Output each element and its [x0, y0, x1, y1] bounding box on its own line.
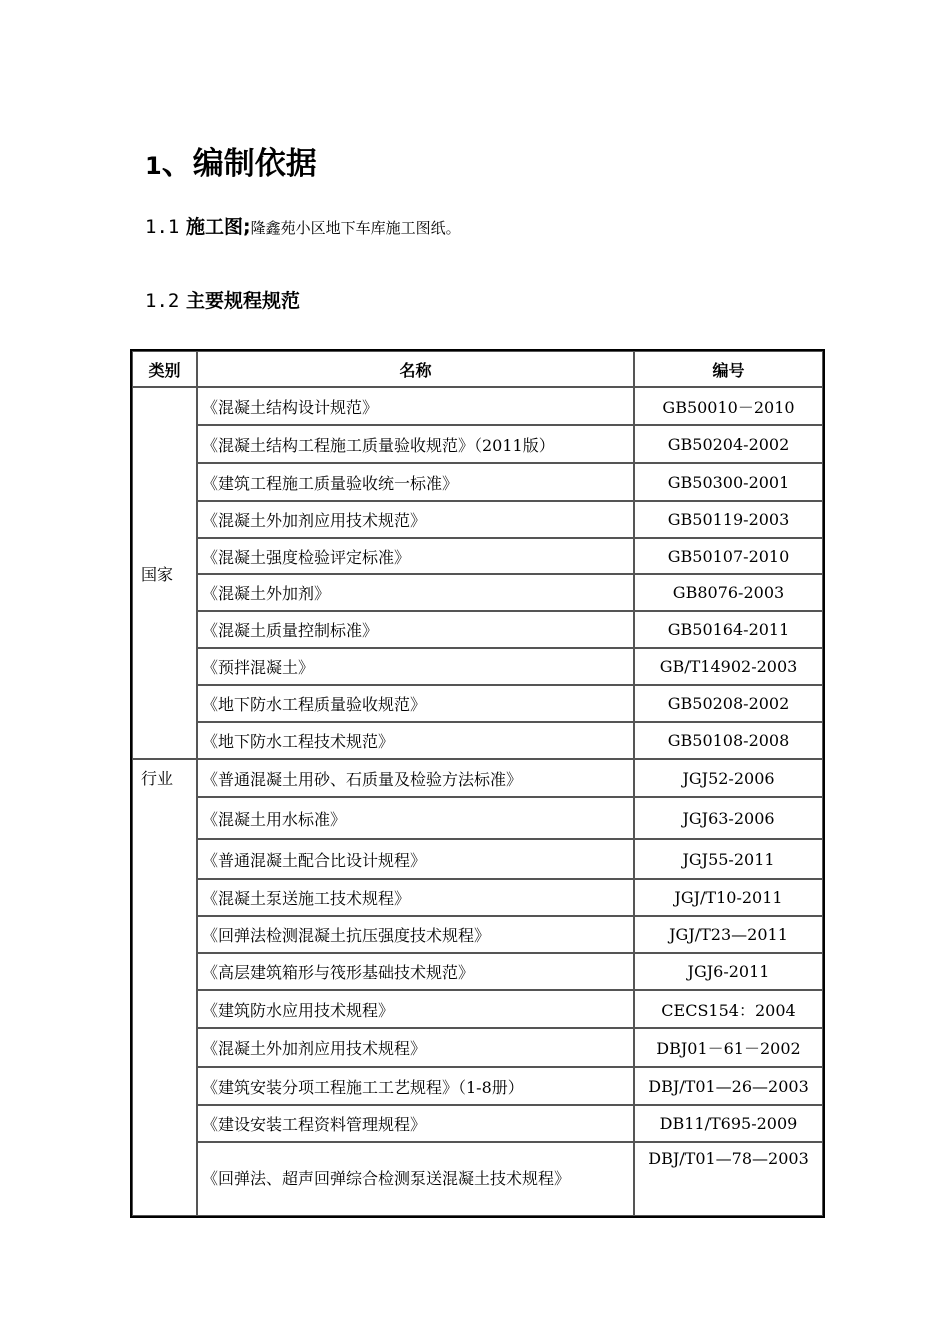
- standard-code: JGJ52-2006: [634, 759, 823, 797]
- section-1-2-number: 1.2: [145, 290, 180, 312]
- table-row: [132, 463, 823, 501]
- table-row: [132, 574, 823, 611]
- table-row: [132, 953, 823, 990]
- standard-name: 《回弹法、超声回弹综合检测泵送混凝土技术规程》: [197, 1142, 634, 1216]
- standard-code: DBJ/T01—26—2003: [634, 1067, 823, 1105]
- table-header-row: [132, 351, 823, 387]
- standard-name: 《地下防水工程质量验收规范》: [197, 685, 634, 722]
- table-row: [132, 648, 823, 685]
- standard-name: 《高层建筑箱形与筏形基础技术规范》: [197, 953, 634, 990]
- category-industry: 行业: [132, 759, 197, 1216]
- table-row: [132, 879, 823, 916]
- standard-code: GB/T14902-2003: [634, 648, 823, 685]
- heading-number: 1: [145, 152, 162, 180]
- heading-title: 、编制依据: [161, 146, 317, 182]
- standard-code: JGJ/T10-2011: [634, 879, 823, 916]
- section-1-1-text: 隆鑫苑小区地下车库施工图纸。: [250, 219, 461, 237]
- standard-code: GB50204-2002: [634, 425, 823, 463]
- standard-code: JGJ63-2006: [634, 797, 823, 839]
- standard-code: GB50108-2008: [634, 722, 823, 759]
- standard-name: 《混凝土外加剂应用技术规范》: [197, 501, 634, 538]
- standard-code: CECS154：2004: [634, 990, 823, 1028]
- standard-name: 《普通混凝土用砂、石质量及检验方法标准》: [197, 759, 634, 797]
- standard-code: JGJ55-2011: [634, 839, 823, 879]
- section-1-1-label: 施工图;: [185, 216, 251, 238]
- standard-code: JGJ6-2011: [634, 953, 823, 990]
- table-row: [132, 916, 823, 953]
- standard-code: JGJ/T23—2011: [634, 916, 823, 953]
- table-row: [132, 839, 823, 879]
- standard-name: 《混凝土泵送施工技术规程》: [197, 879, 634, 916]
- standard-name: 《混凝土用水标准》: [197, 797, 634, 839]
- table-row: [132, 722, 823, 759]
- section-1-2-label: 主要规程规范: [185, 290, 300, 312]
- standard-name: 《建筑安装分项工程施工工艺规程》（1-8册）: [197, 1067, 634, 1105]
- standard-name: 《地下防水工程技术规范》: [197, 722, 634, 759]
- standard-name: 《建筑工程施工质量验收统一标准》: [197, 463, 634, 501]
- standard-code: DBJ/T01—78—2003: [634, 1142, 823, 1216]
- section-heading: [145, 142, 317, 188]
- standard-name: 《混凝土强度检验评定标准》: [197, 538, 634, 574]
- table-row: [132, 990, 823, 1028]
- table-row: [132, 685, 823, 722]
- standard-code: DBJ01－61－2002: [634, 1028, 823, 1067]
- header-category: 类别: [132, 351, 197, 387]
- table-row: [132, 759, 823, 797]
- table-row: [132, 387, 823, 425]
- standard-name: 《混凝土结构工程施工质量验收规范》（2011版）: [197, 425, 634, 463]
- standard-name: 《建设安装工程资料管理规程》: [197, 1105, 634, 1142]
- standard-name: 《预拌混凝土》: [197, 648, 634, 685]
- standard-code: GB50107-2010: [634, 538, 823, 574]
- header-name: 名称: [197, 351, 634, 387]
- category-national: 国家: [132, 387, 197, 759]
- table-row: [132, 425, 823, 463]
- table-row: [132, 501, 823, 538]
- standard-code: DB11/T695-2009: [634, 1105, 823, 1142]
- standards-table: [130, 349, 825, 1218]
- section-1-1-number: 1.1: [145, 216, 180, 238]
- table-row: [132, 611, 823, 648]
- standard-code: GB50208-2002: [634, 685, 823, 722]
- section-1-2: [145, 286, 300, 316]
- standard-name: 《建筑防水应用技术规程》: [197, 990, 634, 1028]
- standard-code: GB50119-2003: [634, 501, 823, 538]
- standard-name: 《混凝土外加剂》: [197, 574, 634, 611]
- header-code: 编号: [634, 351, 823, 387]
- standard-code: GB50300-2001: [634, 463, 823, 501]
- standard-name: 《回弹法检测混凝土抗压强度技术规程》: [197, 916, 634, 953]
- table-row: [132, 797, 823, 839]
- standard-name: 《混凝土质量控制标准》: [197, 611, 634, 648]
- standard-name: 《混凝土结构设计规范》: [197, 387, 634, 425]
- table-row: [132, 1028, 823, 1067]
- table-row: [132, 1067, 823, 1105]
- standard-code: GB50164-2011: [634, 611, 823, 648]
- standard-name: 《普通混凝土配合比设计规程》: [197, 839, 634, 879]
- standard-code: GB8076-2003: [634, 574, 823, 611]
- table-row: [132, 538, 823, 574]
- standard-name: 《混凝土外加剂应用技术规程》: [197, 1028, 634, 1067]
- table-row: [132, 1142, 823, 1216]
- section-1-1: [145, 212, 461, 243]
- standard-code: GB50010－2010: [634, 387, 823, 425]
- table-row: [132, 1105, 823, 1142]
